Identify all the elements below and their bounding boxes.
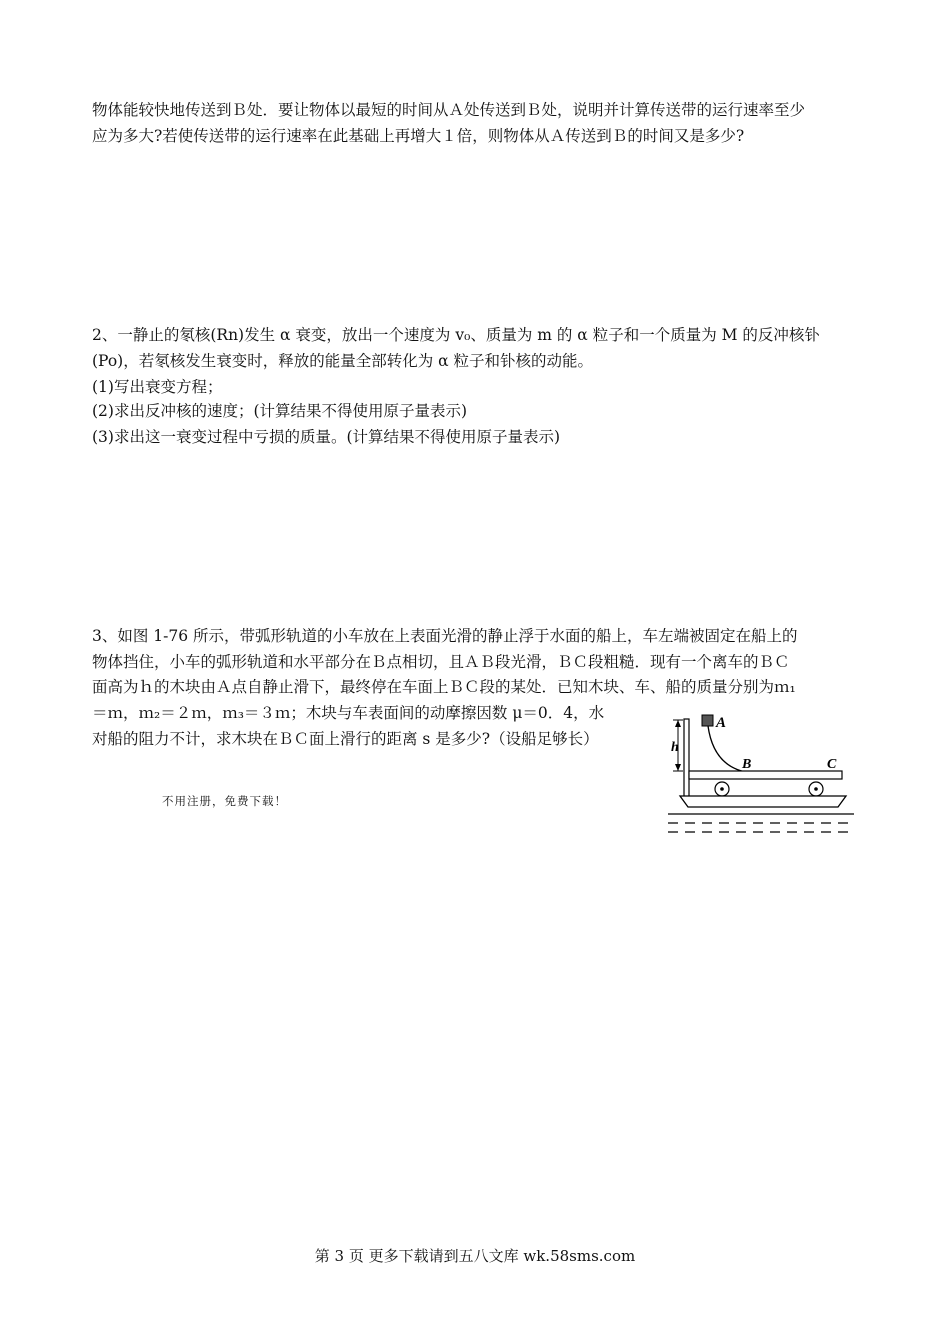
label-h: h (671, 740, 679, 755)
label-b: B (742, 757, 752, 772)
problem-3-line-4: ＝ｍ，ｍ₂＝２ｍ，ｍ₃＝３ｍ；木块与车表面间的动摩擦因数 μ＝0．4，水 (92, 704, 605, 722)
problem-2-line-2: (Po)，若氡核发生衰变时，释放的能量全部转化为 α 粒子和钋核的动能。 (92, 352, 594, 370)
block-a (702, 715, 713, 726)
cart-body (689, 771, 842, 779)
boat (680, 796, 846, 807)
problem-3-line-2: 物体挡住，小车的弧形轨道和水平部分在Ｂ点相切，且ＡＢ段光滑，ＢＣ段粗糙．现有一个离车的ＢＣ (92, 653, 790, 671)
problem-1-line-2: 应为多大?若使传送带的运行速率在此基础上再增大１倍，则物体从Ａ传送到Ｂ的时间又是多少? (92, 127, 745, 145)
problem-2-line-4: (2)求出反冲核的速度；(计算结果不得使用原子量表示) (92, 402, 468, 420)
problem-3-line-3: 面高为ｈ的木块由Ａ点自静止滑下，最终停在车面上ＢＣ段的某处．已知木块、车、船的质量分别为ｍ₁ (92, 678, 796, 696)
problem-2-line-1: 2、一静止的氡核(Rn)发生 α 衰变，放出一个速度为 v₀、质量为 m 的 α 粒子和一个质量为 M 的反冲核钋 (92, 326, 820, 344)
free-download-note: 不用注册，免费下载！ (162, 794, 287, 808)
label-c: C (827, 757, 837, 772)
cart-boat-figure (664, 711, 858, 837)
problem-1-line-1: 物体能较快地传送到Ｂ处．要让物体以最短的时间从Ａ处传送到Ｂ处，说明并计算传送带的运行速率至少 (92, 101, 806, 119)
page-footer: 第 3 页 更多下载请到五八文库 wk.58sms.com (314, 1247, 636, 1265)
problem-2-line-5: (3)求出这一衰变过程中亏损的质量。(计算结果不得使用原子量表示) (92, 428, 561, 446)
left-post (684, 719, 689, 797)
label-a: A (716, 715, 727, 731)
problem-2-line-3: (1)写出衰变方程； (92, 378, 223, 396)
problem-3-line-5: 对船的阻力不计，求木块在ＢＣ面上滑行的距离 s 是多少?（设船足够长） (92, 730, 599, 748)
problem-3-line-1: 3、如图 1-76 所示，带弧形轨道的小车放在上表面光滑的静止浮于水面的船上，车左端被固定在船上的 (92, 627, 798, 645)
